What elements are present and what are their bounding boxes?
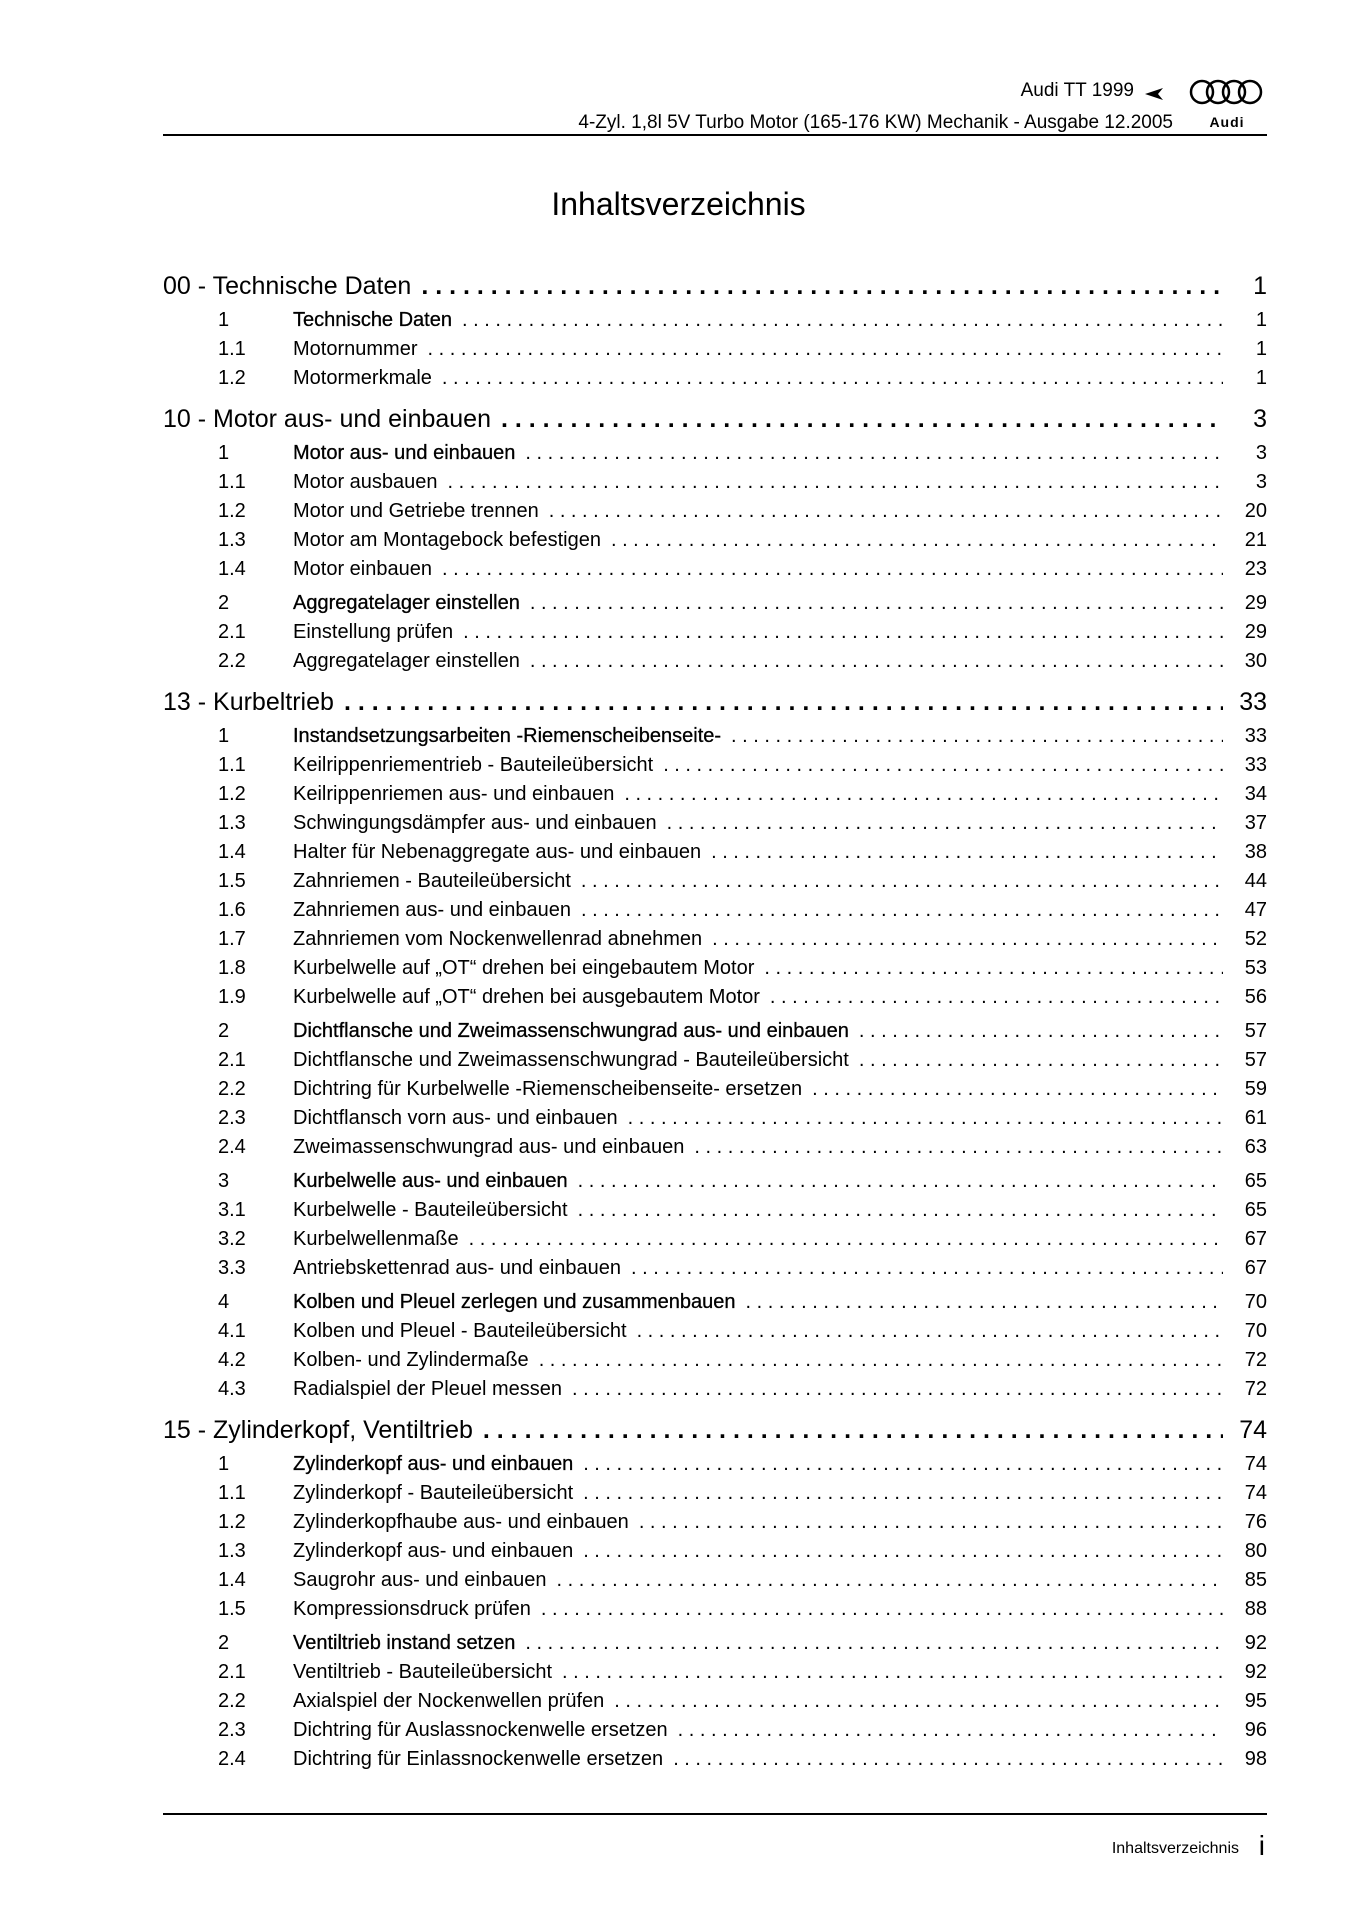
dot-leader	[631, 1254, 1223, 1283]
toc-page-number: 67	[1244, 1257, 1267, 1279]
toc-label: Aggregatelager einstellen	[293, 650, 520, 672]
dot-leader	[578, 1167, 1223, 1196]
dot-leader	[611, 526, 1223, 555]
toc-page-number: 30	[1244, 650, 1267, 672]
toc-label: Motor ausbauen	[293, 471, 438, 493]
toc-chapter[interactable]	[163, 399, 1267, 439]
toc-item[interactable]	[163, 1254, 1267, 1283]
toc-page-number: 95	[1244, 1690, 1267, 1712]
toc-item[interactable]	[163, 647, 1267, 676]
toc-label: Axialspiel der Nockenwellen prüfen	[293, 1690, 605, 1712]
toc-number: 1.5	[218, 870, 246, 892]
dot-leader	[525, 1629, 1223, 1658]
toc-label: Ventiltrieb - Bauteileübersicht	[293, 1661, 553, 1683]
toc-section[interactable]	[163, 589, 1267, 618]
dot-leader	[746, 1288, 1223, 1317]
footer-label: Inhaltsverzeichnis	[1111, 1840, 1239, 1857]
toc-page-number: 57	[1244, 1020, 1267, 1042]
next-arrow-icon	[1145, 87, 1163, 105]
toc-number: 1.3	[218, 1540, 246, 1562]
toc-item[interactable]	[163, 1479, 1267, 1508]
dot-leader	[462, 306, 1223, 335]
dot-leader	[711, 838, 1223, 867]
toc-label: Motor einbauen	[293, 558, 432, 580]
dot-leader	[581, 867, 1223, 896]
dot-leader	[637, 1317, 1223, 1346]
toc-page-number: 1	[1253, 272, 1267, 300]
toc-page-number: 47	[1244, 899, 1267, 921]
toc-section[interactable]	[163, 722, 1267, 751]
toc-number: 2.4	[218, 1136, 246, 1158]
dot-leader	[694, 1133, 1223, 1162]
toc-page-number: 33	[1244, 725, 1267, 747]
toc-label: Motornummer	[293, 338, 418, 360]
toc-number: 2.2	[218, 650, 246, 672]
toc-section[interactable]	[163, 1450, 1267, 1479]
toc-label: Dichtring für Kurbelwelle -Riemenscheibenseite- ersetzen	[293, 1078, 803, 1100]
toc-item[interactable]	[163, 809, 1267, 838]
dot-leader	[541, 1595, 1223, 1624]
toc-number: 3.2	[218, 1228, 246, 1250]
toc-page-number: 61	[1244, 1107, 1267, 1129]
dot-leader	[562, 1658, 1223, 1687]
toc-page-number: 1	[1255, 367, 1267, 389]
toc-label: Zahnriemen - Bauteileübersicht	[293, 870, 571, 892]
toc-page-number: 20	[1244, 500, 1267, 522]
toc-label: Dichtflansch vorn aus- und einbauen	[293, 1107, 618, 1129]
toc-label: Kurbelwelle aus- und einbauen	[293, 1170, 568, 1192]
toc-item[interactable]	[163, 555, 1267, 584]
dot-leader	[442, 555, 1223, 584]
toc-page-number: 29	[1244, 621, 1267, 643]
dot-leader	[859, 1046, 1223, 1075]
toc-number: 1.9	[218, 986, 246, 1008]
toc-label: 13 - Kurbeltrieb	[163, 688, 334, 716]
toc-item[interactable]	[163, 867, 1267, 896]
toc-number: 1.7	[218, 928, 246, 950]
footer-rule	[163, 1813, 1267, 1815]
dot-leader	[539, 1346, 1223, 1375]
toc-page-number: 3	[1255, 442, 1267, 464]
toc-page-number: 65	[1244, 1170, 1267, 1192]
document-subtitle: 4-Zyl. 1,8l 5V Turbo Motor (165-176 KW) Mechanik - Ausgabe 12.2005	[578, 112, 1173, 133]
page-header	[163, 74, 1267, 134]
toc-label: Zylinderkopfhaube aus- und einbauen	[293, 1511, 629, 1533]
toc-item[interactable]	[163, 497, 1267, 526]
toc-label: Halter für Nebenaggregate aus- und einbauen	[293, 841, 702, 863]
toc-item[interactable]	[163, 780, 1267, 809]
dot-leader	[667, 809, 1223, 838]
toc-number: 4.1	[218, 1320, 246, 1342]
toc-number: 2.3	[218, 1107, 246, 1129]
toc-label: Motor am Montagebock befestigen	[293, 529, 601, 551]
toc-label: Kurbelwellenmaße	[293, 1228, 459, 1250]
toc-item[interactable]	[163, 1508, 1267, 1537]
toc-page-number: 70	[1244, 1291, 1267, 1313]
toc-label: Zahnriemen aus- und einbauen	[293, 899, 571, 921]
toc-page-number: 74	[1244, 1453, 1267, 1475]
audi-rings-logo	[1187, 78, 1267, 130]
dot-leader	[448, 468, 1223, 497]
toc-number: 2	[218, 1020, 230, 1042]
toc-number: 4	[218, 1291, 230, 1313]
dot-leader	[583, 1537, 1223, 1566]
toc-number: 1.5	[218, 1598, 246, 1620]
toc-label: Zahnriemen vom Nockenwellenrad abnehmen	[293, 928, 703, 950]
toc-page-number: 57	[1244, 1049, 1267, 1071]
toc-page-number: 33	[1239, 688, 1267, 716]
toc-number: 2.2	[218, 1690, 246, 1712]
dot-leader	[624, 780, 1223, 809]
toc-chapter[interactable]	[163, 1410, 1267, 1450]
toc-item[interactable]	[163, 364, 1267, 393]
dot-leader	[483, 1410, 1223, 1450]
toc-label: Motormerkmale	[293, 367, 432, 389]
toc-page-number: 38	[1244, 841, 1267, 863]
dot-leader	[581, 896, 1223, 925]
toc-number: 1.1	[218, 338, 246, 360]
toc-number: 1.4	[218, 1569, 246, 1591]
toc-item[interactable]	[163, 468, 1267, 497]
dot-leader	[583, 1479, 1223, 1508]
toc-label: Zylinderkopf - Bauteileübersicht	[293, 1482, 574, 1504]
toc-page-number: 88	[1244, 1598, 1267, 1620]
toc-item[interactable]	[163, 954, 1267, 983]
toc-label: Saugrohr aus- und einbauen	[293, 1569, 547, 1591]
toc-item[interactable]	[163, 1133, 1267, 1162]
toc-item[interactable]	[163, 983, 1267, 1012]
toc-label: Technische Daten	[293, 309, 452, 331]
dot-leader	[712, 925, 1223, 954]
dot-leader	[344, 682, 1223, 722]
toc-number: 2	[218, 592, 230, 614]
toc-item[interactable]	[163, 1537, 1267, 1566]
toc-page-number: 1	[1255, 309, 1267, 331]
toc-page-number: 52	[1244, 928, 1267, 950]
toc-page-number: 37	[1244, 812, 1267, 834]
toc-item[interactable]	[163, 1687, 1267, 1716]
toc-number: 1.3	[218, 812, 246, 834]
dot-leader	[628, 1104, 1223, 1133]
toc-number: 4.3	[218, 1378, 246, 1400]
toc-page-number: 34	[1244, 783, 1267, 805]
table-of-contents	[163, 266, 1267, 1774]
toc-item[interactable]	[163, 1658, 1267, 1687]
toc-number: 4.2	[218, 1349, 246, 1371]
toc-number: 1	[218, 442, 230, 464]
toc-label: Zweimassenschwungrad aus- und einbauen	[293, 1136, 685, 1158]
toc-item[interactable]	[163, 335, 1267, 364]
footer-page-number: i	[1258, 1830, 1265, 1861]
toc-label: 00 - Technische Daten	[163, 272, 412, 300]
toc-item[interactable]	[163, 925, 1267, 954]
dot-leader	[812, 1075, 1223, 1104]
toc-page-number: 44	[1244, 870, 1267, 892]
toc-number: 1.1	[218, 1482, 246, 1504]
toc-page-number: 65	[1244, 1199, 1267, 1221]
toc-number: 1	[218, 1453, 230, 1475]
toc-item[interactable]	[163, 1716, 1267, 1745]
dot-leader	[427, 335, 1223, 364]
toc-number: 1.4	[218, 841, 246, 863]
toc-number: 1.1	[218, 754, 246, 776]
toc-section[interactable]	[163, 1167, 1267, 1196]
toc-label: Dichtflansche und Zweimassenschwungrad - Bauteileübersicht	[293, 1049, 849, 1071]
dot-leader	[549, 497, 1223, 526]
dot-leader	[859, 1017, 1223, 1046]
toc-page-number: 59	[1244, 1078, 1267, 1100]
dot-leader	[678, 1716, 1223, 1745]
toc-item[interactable]	[163, 896, 1267, 925]
toc-section[interactable]	[163, 1017, 1267, 1046]
toc-page-number: 3	[1253, 405, 1267, 433]
toc-label: Kompressionsdruck prüfen	[293, 1598, 531, 1620]
toc-number: 1.2	[218, 1511, 246, 1533]
toc-number: 2.1	[218, 621, 246, 643]
toc-item[interactable]	[163, 1745, 1267, 1774]
toc-page-number: 92	[1244, 1632, 1267, 1654]
toc-page-number: 56	[1244, 986, 1267, 1008]
toc-page-number: 23	[1244, 558, 1267, 580]
toc-number: 1.2	[218, 500, 246, 522]
toc-label: Kolben- und Zylindermaße	[293, 1349, 529, 1371]
header-rule	[163, 134, 1267, 136]
dot-leader	[663, 751, 1223, 780]
toc-section[interactable]	[163, 1629, 1267, 1658]
toc-label: Antriebskettenrad aus- und einbauen	[293, 1257, 622, 1279]
toc-label: 15 - Zylinderkopf, Ventiltrieb	[163, 1416, 473, 1444]
toc-page-number: 63	[1244, 1136, 1267, 1158]
toc-label: Kurbelwelle - Bauteileübersicht	[293, 1199, 568, 1221]
toc-item[interactable]	[163, 1595, 1267, 1624]
dot-leader	[525, 439, 1223, 468]
toc-number: 2.1	[218, 1049, 246, 1071]
dot-leader	[501, 399, 1223, 439]
toc-item[interactable]	[163, 1317, 1267, 1346]
toc-chapter[interactable]	[163, 266, 1267, 306]
toc-label: Dichtflansche und Zweimassenschwungrad aus- und einbauen	[293, 1020, 849, 1042]
dot-leader	[770, 983, 1223, 1012]
toc-label: Kolben und Pleuel zerlegen und zusammenbauen	[293, 1291, 736, 1313]
toc-page-number: 72	[1244, 1349, 1267, 1371]
toc-item[interactable]	[163, 1046, 1267, 1075]
toc-number: 2.2	[218, 1078, 246, 1100]
toc-item[interactable]	[163, 1566, 1267, 1595]
toc-page-number: 29	[1244, 592, 1267, 614]
toc-section[interactable]	[163, 439, 1267, 468]
toc-label: Radialspiel der Pleuel messen	[293, 1378, 563, 1400]
toc-label: Dichtring für Auslassnockenwelle ersetzen	[293, 1719, 668, 1741]
toc-page-number: 72	[1244, 1378, 1267, 1400]
toc-page-number: 33	[1244, 754, 1267, 776]
toc-number: 3.3	[218, 1257, 246, 1279]
toc-label: Einstellung prüfen	[293, 621, 454, 643]
toc-page-number: 3	[1255, 471, 1267, 493]
dot-leader	[442, 364, 1223, 393]
toc-label: Kolben und Pleuel - Bauteileübersicht	[293, 1320, 627, 1342]
page-title: Inhaltsverzeichnis	[551, 186, 806, 222]
toc-label: Zylinderkopf aus- und einbauen	[293, 1453, 574, 1475]
dot-leader	[673, 1745, 1223, 1774]
toc-number: 2	[218, 1632, 230, 1654]
toc-page-number: 74	[1244, 1482, 1267, 1504]
toc-number: 1.4	[218, 558, 246, 580]
dot-leader	[578, 1196, 1223, 1225]
toc-item[interactable]	[163, 1075, 1267, 1104]
toc-page-number: 74	[1239, 1416, 1267, 1444]
toc-page-number: 21	[1244, 529, 1267, 551]
toc-label: Keilrippenriementrieb - Bauteileübersicht	[293, 754, 654, 776]
toc-number: 3	[218, 1170, 230, 1192]
toc-item[interactable]	[163, 1196, 1267, 1225]
dot-leader	[463, 618, 1223, 647]
dot-leader	[572, 1375, 1223, 1404]
toc-page-number: 70	[1244, 1320, 1267, 1342]
toc-page-number: 98	[1244, 1748, 1267, 1770]
model-title: Audi TT 1999	[1020, 80, 1134, 101]
toc-item[interactable]	[163, 1225, 1267, 1254]
toc-item[interactable]	[163, 1104, 1267, 1133]
toc-item[interactable]	[163, 838, 1267, 867]
toc-item[interactable]	[163, 526, 1267, 555]
toc-item[interactable]	[163, 1346, 1267, 1375]
dot-leader	[614, 1687, 1223, 1716]
toc-number: 1	[218, 725, 230, 747]
dot-leader	[731, 722, 1223, 751]
toc-number: 1.3	[218, 529, 246, 551]
toc-label: Motor aus- und einbauen	[293, 442, 516, 464]
toc-page-number: 85	[1244, 1569, 1267, 1591]
toc-page-number: 96	[1244, 1719, 1267, 1741]
dot-leader	[583, 1450, 1223, 1479]
logo-text: Audi	[1209, 114, 1245, 130]
toc-section[interactable]	[163, 1288, 1267, 1317]
toc-label: Kurbelwelle auf „OT“ drehen bei eingebautem Motor	[293, 957, 755, 979]
dot-leader	[530, 647, 1223, 676]
toc-chapter[interactable]	[163, 682, 1267, 722]
dot-leader	[764, 954, 1223, 983]
toc-label: Kurbelwelle auf „OT“ drehen bei ausgebautem Motor	[293, 986, 760, 1008]
toc-number: 2.3	[218, 1719, 246, 1741]
toc-label: Keilrippenriemen aus- und einbauen	[293, 783, 615, 805]
toc-label: Ventiltrieb instand setzen	[293, 1632, 516, 1654]
dot-leader	[530, 589, 1223, 618]
toc-label: Instandsetzungsarbeiten -Riemenscheibenseite-	[293, 725, 722, 747]
toc-number: 1.2	[218, 783, 246, 805]
dot-leader	[557, 1566, 1223, 1595]
toc-number: 1.2	[218, 367, 246, 389]
toc-label: Motor und Getriebe trennen	[293, 500, 539, 522]
toc-number: 2.4	[218, 1748, 246, 1770]
dot-leader	[421, 266, 1223, 306]
toc-label: Aggregatelager einstellen	[293, 592, 520, 614]
dot-leader	[469, 1225, 1223, 1254]
toc-number: 1.6	[218, 899, 246, 921]
toc-item[interactable]	[163, 751, 1267, 780]
toc-number: 1	[218, 309, 230, 331]
toc-page-number: 76	[1244, 1511, 1267, 1533]
toc-number: 1.1	[218, 471, 246, 493]
toc-number: 2.1	[218, 1661, 246, 1683]
toc-label: Schwingungsdämpfer aus- und einbauen	[293, 812, 657, 834]
toc-label: Zylinderkopf aus- und einbauen	[293, 1540, 574, 1562]
toc-item[interactable]	[163, 1375, 1267, 1404]
toc-page-number: 80	[1244, 1540, 1267, 1562]
toc-item[interactable]	[163, 618, 1267, 647]
toc-page-number: 53	[1244, 957, 1267, 979]
toc-label: 10 - Motor aus- und einbauen	[163, 405, 491, 433]
toc-label: Dichtring für Einlassnockenwelle ersetzen	[293, 1748, 664, 1770]
dot-leader	[639, 1508, 1223, 1537]
toc-page-number: 92	[1244, 1661, 1267, 1683]
toc-page-number: 67	[1244, 1228, 1267, 1250]
toc-number: 3.1	[218, 1199, 246, 1221]
toc-section[interactable]	[163, 306, 1267, 335]
toc-number: 1.8	[218, 957, 246, 979]
toc-page-number: 1	[1255, 338, 1267, 360]
